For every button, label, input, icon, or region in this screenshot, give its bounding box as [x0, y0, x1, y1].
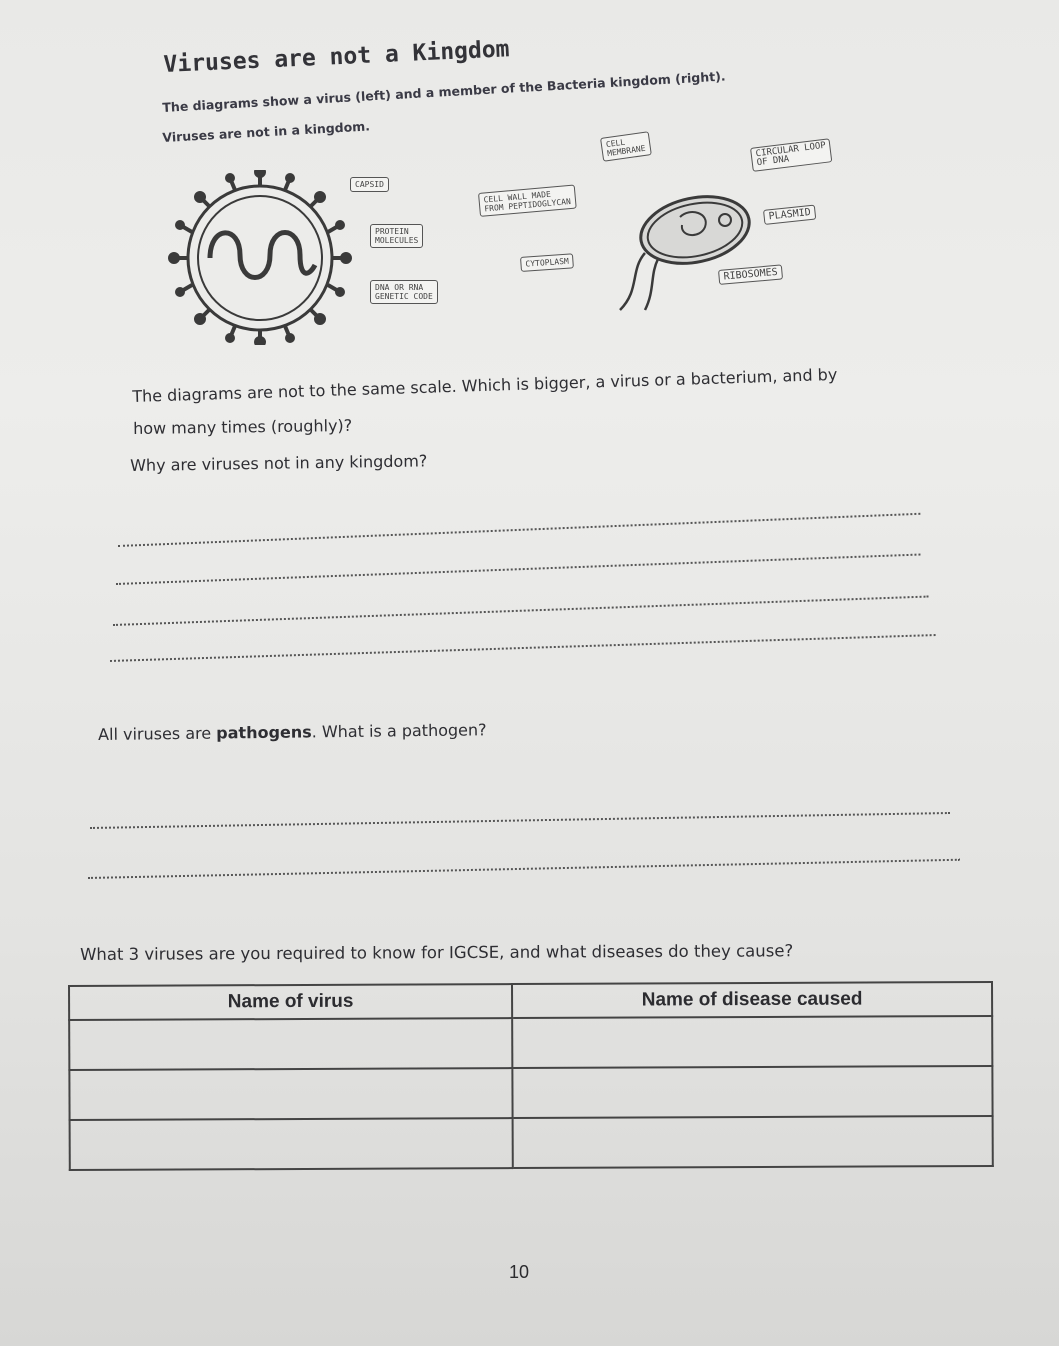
question-2: Why are viruses not in any kingdom?	[130, 451, 428, 475]
page-number: 10	[509, 1262, 530, 1282]
intro-line-2: Viruses are not in a kingdom.	[162, 118, 371, 145]
table-row	[70, 1116, 993, 1170]
question-1-line-2: how many times (roughly)?	[133, 415, 353, 438]
cell-wall-label: CELL WALL MADE FROM PEPTIDOGLYCAN	[478, 185, 576, 217]
table-cell[interactable]	[512, 1066, 992, 1118]
page-title: Viruses are not a Kingdom	[163, 36, 511, 78]
column-header-virus: Name of virus	[69, 984, 512, 1020]
cell-membrane-label: CELL MEMBRANE	[600, 131, 651, 162]
virus-disease-table	[68, 981, 994, 1171]
question-4: What 3 viruses are you required to know for IGCSE, and what diseases do they cause?	[80, 941, 794, 964]
protein-molecules-label: PROTEIN MOLECULES	[370, 224, 423, 248]
table-cell[interactable]	[513, 1116, 993, 1168]
table-row	[69, 1016, 992, 1070]
capsid-label: CAPSID	[350, 177, 389, 192]
question-1-line-1: The diagrams are not to the same scale. Which is bigger, a virus or a bacterium, and by	[132, 364, 838, 406]
table-cell[interactable]	[69, 1018, 512, 1070]
table-cell[interactable]	[69, 1068, 512, 1120]
circular-dna-label: CIRCULAR LOOP OF DNA	[750, 138, 833, 172]
plasmid-label: PLASMID	[763, 205, 816, 225]
intro-line-1: The diagrams show a virus (left) and a member of the Bacteria kingdom (right).	[162, 68, 726, 115]
column-header-disease: Name of disease caused	[512, 982, 992, 1018]
table-header-row	[69, 982, 992, 1020]
question-3-bold-term: pathogens	[216, 722, 312, 743]
question-3-text: All viruses are	[98, 723, 217, 744]
table-row	[69, 1066, 992, 1120]
table-cell[interactable]	[512, 1016, 992, 1068]
ribosomes-label: RIBOSOMES	[718, 264, 783, 285]
question-3-text-end: . What is a pathogen?	[311, 720, 487, 742]
cytoplasm-label: CYTOPLASM	[520, 253, 574, 272]
table-cell[interactable]	[70, 1118, 513, 1170]
bacterium-diagram	[600, 175, 780, 315]
virus-diagram	[150, 170, 380, 345]
genetic-code-label: DNA OR RNA GENETIC CODE	[370, 280, 438, 304]
